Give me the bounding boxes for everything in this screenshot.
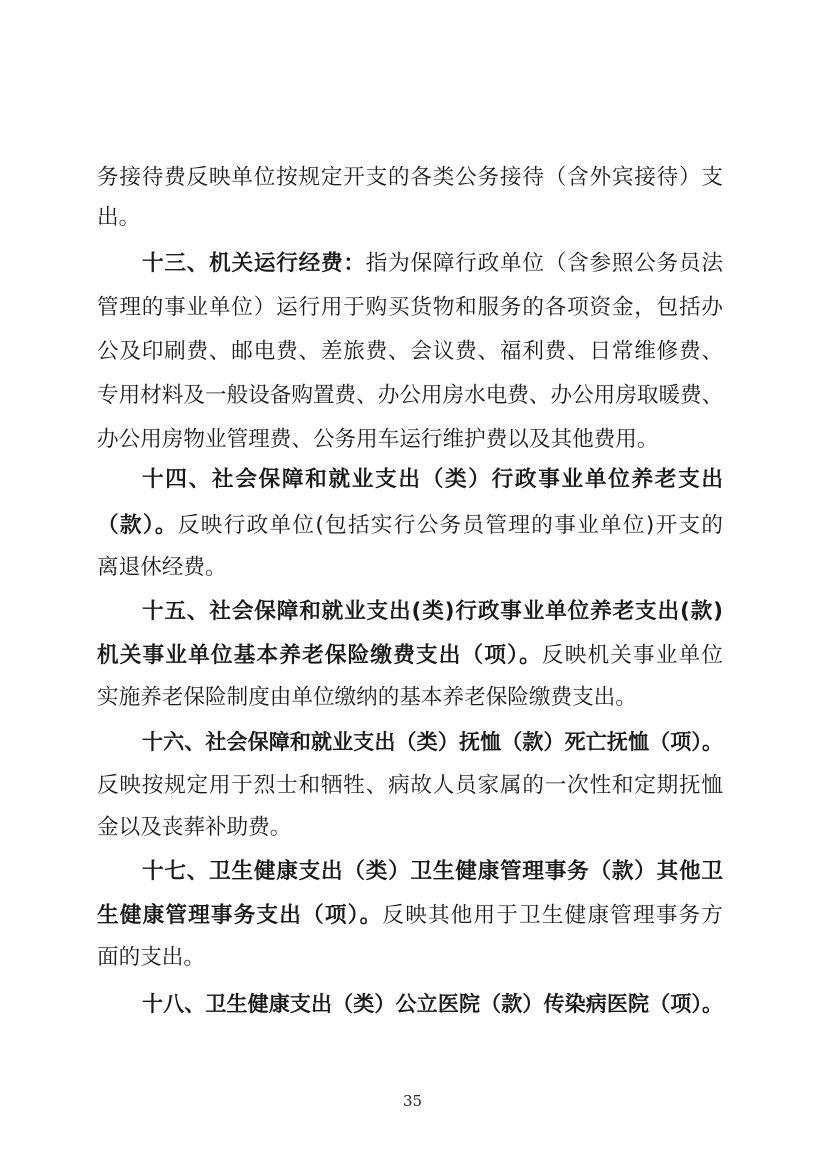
- section-18-heading: 十八、卫生健康支出（类）公立医院（款）传染病医院（项）。: [142, 992, 723, 1016]
- text-line: 专用材料及一般设备购置费、办公用房水电费、办公用房取暖费、: [97, 383, 724, 408]
- text-line: 公及印刷费、邮电费、差旅费、会议费、福利费、日常维修费、: [97, 339, 723, 364]
- text-line: 管理的事业单位）运行用于购买货物和服务的各项资金，包括办: [97, 295, 723, 320]
- text-line: 面的支出。: [97, 945, 205, 970]
- section-17-heading: 十七、卫生健康支出（类）卫生健康管理事务（款）其他卫: [142, 859, 723, 884]
- section-13-heading-line: 十三、机关运行经费：指为保障行政单位（含参照公务员法: [142, 251, 723, 276]
- section-15-heading: 十五、社会保障和就业支出(类)行政事业单位养老支出(款): [142, 599, 723, 624]
- page-number: 35: [402, 1092, 423, 1110]
- text-line: 反映按规定用于烈士和牺牲、病故人员家属的一次性和定期抚恤: [97, 773, 723, 798]
- text-line: （款）。反映行政单位(包括实行公务员管理的事业单位)开支的: [97, 513, 724, 538]
- text-line: 离退休经费。: [97, 555, 227, 580]
- section-13-heading: 十三、机关运行经费：: [142, 251, 366, 276]
- text-line: 办公用房物业管理费、公务用车运行维护费以及其他费用。: [97, 427, 659, 452]
- text-line: 出。: [97, 205, 141, 230]
- text-line: 务接待费反映单位按规定开支的各类公务接待（含外宾接待）支: [97, 165, 723, 190]
- section-14-heading: 十四、社会保障和就业支出（类）行政事业单位养老支出: [142, 467, 723, 492]
- text-line: 实施养老保险制度由单位缴纳的基本养老保险缴费支出。: [97, 685, 637, 710]
- text-line: 生健康管理事务支出（项）。反映其他用于卫生健康管理事务方: [97, 903, 723, 928]
- section-16-heading: 十六、社会保障和就业支出（类）抚恤（款）死亡抚恤（项）。: [142, 730, 723, 754]
- text-line: 金以及丧葬补助费。: [97, 815, 292, 840]
- text-line: 机关事业单位基本养老保险缴费支出（项）。反映机关事业单位: [97, 643, 723, 668]
